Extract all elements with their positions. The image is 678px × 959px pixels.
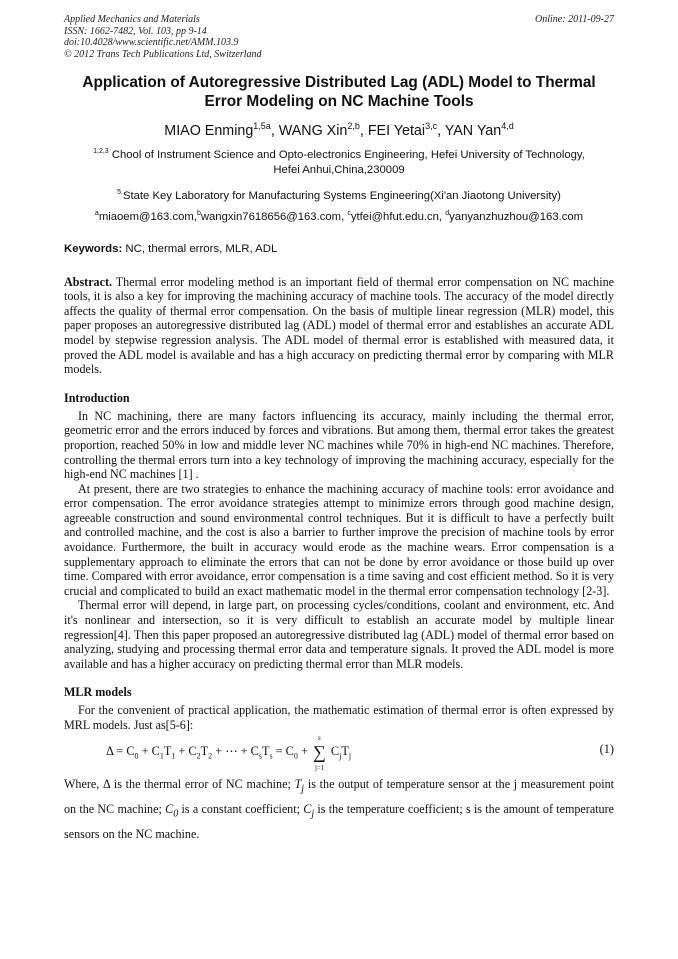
symbol-text: C (165, 802, 174, 816)
email-sup: b (196, 209, 201, 217)
journal-name: Applied Mechanics and Materials (64, 14, 200, 25)
equation-1 (64, 733, 614, 772)
author-sup: 3,c (425, 121, 438, 131)
intro-paragraph-1: In NC machining, there are many factors influencing its accuracy, mainly including the thermal error, geometric error and the errors induced by forces and vibrations. But among them, thermal error takes the greatest proportion, reached 50% in low and middle lever NC machines while 70% in high-end NC machines. Therefore, controlling the thermal errors turn into a key technology of improving the machining accuracy, especially for the high-end NC machines [1] . (64, 408, 614, 482)
author-sep: , (437, 122, 445, 139)
email-sup: c (347, 209, 351, 217)
where-text: Where, Δ is the thermal error of NC machine; (64, 776, 295, 791)
author-name: MIAO Enming (164, 122, 254, 139)
affiliation-1 (64, 144, 614, 179)
symbol-sub: j (301, 783, 305, 794)
author-name: YAN Yan (444, 122, 502, 139)
email-list (64, 210, 614, 223)
author-sup: 1,5a (253, 121, 271, 131)
paper-title (64, 73, 614, 111)
journal-header (64, 14, 614, 60)
symbol-cj (303, 802, 315, 820)
symbol-text: T (294, 776, 302, 791)
author-name: FEI Yetai (367, 122, 426, 139)
sum-symbol: ∑ s j=1 (312, 733, 326, 772)
author-sup: 4,d (501, 121, 514, 131)
abstract-text: Thermal error modeling method is an important field of thermal error compensation on NC machine tools, it is also a key for improving the machining accuracy of machine tools. The accuracy of the model directly affects the quality of thermal error compensation. On the basis of multiple linear regression (MLR) model, this paper proposes an autoregressive distributed lag (ADL) model of thermal error and establishes an accurate ADL model by stepwise regression analysis. The ADL model of thermal error is established with measured data, it proved the ADL model is available and has a high accuracy on predicting thermal error by comparing with MLR models. (64, 274, 614, 377)
where-paragraph (64, 774, 614, 846)
symbol-sub: j (311, 808, 315, 820)
affiliation-line: Hefei Anhui,China,230009 (273, 164, 405, 177)
abstract (64, 275, 614, 377)
where-text: is a constant coefficient; (178, 802, 304, 816)
introduction-heading: Introduction (64, 390, 130, 405)
issn-line: ISSN: 1662-7482, Vol. 103, pp 9-14 (64, 25, 207, 37)
title-line-2: Error Modeling on NC Machine Tools (204, 93, 474, 110)
author-list (64, 117, 614, 140)
copyright-line: © 2012 Trans Tech Publications Ltd, Switzerland (64, 48, 262, 60)
online-date: Online: 2011-09-27 (535, 14, 614, 25)
mlr-paragraph-1: For the convenient of practical application, the mathematic estimation of thermal error is often expressed by MRL models. Just as[5-6]: (64, 703, 614, 732)
email-link[interactable]: ytfei@hfut.edu.cn, (350, 210, 446, 223)
where-text: is the output of temperature sensor at the j measurement point on the NC machine; (64, 776, 614, 816)
symbol-sub: 0 (173, 808, 179, 820)
affiliation-line: Chool of Instrument Science and Opto-electronics Engineering, Hefei University of Technology, (111, 148, 585, 161)
email-link[interactable]: miaoem@163.com, (98, 210, 197, 223)
keywords-label: Keywords: (64, 242, 123, 255)
author-name: WANG Xin (278, 122, 348, 139)
affiliation-line: State Key Laboratory for Manufacturing Systems Engineering(Xi'an Jiaotong University) (122, 189, 561, 202)
email-sup: a (94, 209, 99, 217)
mlr-heading: MLR models (64, 685, 132, 700)
symbol-text: C (303, 802, 312, 816)
equation-number: (1) (599, 741, 614, 756)
author-sep: , (359, 122, 368, 139)
doi-line: doi:10.4028/www.scientific.net/AMM.103.9 (64, 37, 239, 48)
keywords (64, 243, 614, 255)
keywords-text: NC, thermal errors, MLR, ADL (122, 242, 278, 255)
affiliation-sup: 5. (117, 188, 123, 196)
author-sep: , (270, 122, 279, 139)
symbol-c0 (165, 802, 179, 820)
symbol-tj (294, 776, 305, 794)
email-sup: d (445, 209, 450, 217)
intro-paragraph-3: Thermal error will depend, in large part, on processing cycles/conditions, coolant and environment, etc. And it's nonlinear and intersection, so it is very difficult to establish an accurate model by multiple linear regression[4]. Then this paper proposed an autoregressive distributed lag (ADL) model of thermal error based on analyzing, studying and processing thermal error data and temperature signals. It proved the ADL model is more available and has a higher accuracy on predicting thermal error than MLR models. (64, 598, 614, 671)
email-link[interactable]: wangxin7618656@163.com, (200, 210, 348, 223)
where-text: is the temperature coefficient; s is the amount of temperature sensors on the NC machine. (64, 802, 614, 842)
email-link[interactable]: yanyanzhuzhou@163.com (449, 210, 584, 223)
title-line-1: Application of Autoregressive Distributed Lag (ADL) Model to Thermal (82, 74, 596, 91)
intro-paragraph-2: At present, there are two strategies to enhance the machining accuracy of machine tools: error avoidance and error compensation. The error avoidance strategies attempt to minimize errors through good machine design, agreeable construction and sound environmental control techniques. But it is difficult to have a perfectly built and controlled machine, and the cost is also a barrier to further improve the precision of machine tools by error avoidance. Furthermore, the built in accuracy would erode as the machine wears. Error compensation is a supplementary approach to eliminate the errors that can not be done by error avoidance or those build up over time. Compared with error avoidance, error compensation is a time saving and cost efficient method. So it is very crucial and complicated to build an exact mathematic model in the thermal error compensation technology [2-3]. (64, 481, 614, 598)
affiliation-2 (64, 185, 614, 204)
abstract-label: Abstract. (64, 274, 113, 289)
author-sup: 2,b (347, 121, 360, 131)
mlr-equation: $\Delta = C_0 + C_1T_1 + C_2T_2$ + ⋯ + $C_sT_s = C_0$ + ∑ s j=1 $C_jT_j$ (106, 733, 352, 772)
affiliation-sup: 1,2,3 (93, 147, 109, 155)
